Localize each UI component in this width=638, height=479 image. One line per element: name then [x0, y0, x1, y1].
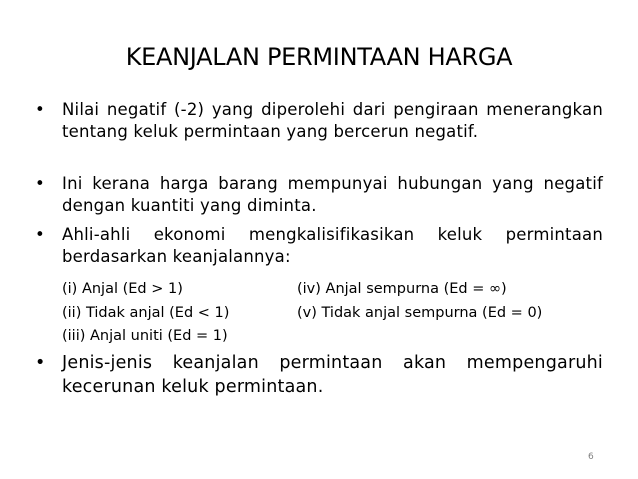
page-number: 6 — [588, 452, 594, 462]
bullet-item — [35, 173, 603, 217]
bullet-icon: • — [35, 353, 46, 373]
bullet-icon: • — [35, 225, 45, 244]
bullet-item — [35, 224, 603, 268]
bullet-icon: • — [35, 174, 45, 193]
elasticity-type-tidak-anjal-sempurna: (v) Tidak anjal sempurna (Ed = 0) — [297, 305, 543, 321]
bullet-item — [35, 99, 603, 143]
bullet-icon: • — [35, 100, 45, 119]
bullet-text: Ini kerana harga barang mempunyai hubungan yang negatif dengan kuantiti yang diminta. — [62, 174, 603, 215]
elasticity-type-anjal-uniti: (iii) Anjal uniti (Ed = 1) — [62, 328, 228, 344]
bullet-item — [35, 351, 603, 399]
slide-title: KEANJALAN PERMINTAAN HARGA — [125, 43, 513, 71]
elasticity-type-tidak-anjal: (ii) Tidak anjal (Ed < 1) — [62, 305, 230, 321]
bullet-text: Ahli-ahli ekonomi mengkalisifikasikan keluk permintaan berdasarkan keanjalannya: — [62, 225, 603, 266]
bullet-text: Jenis-jenis keanjalan permintaan akan mempengaruhi kecerunan keluk permintaan. — [62, 353, 603, 397]
bullet-text: Nilai negatif (-2) yang diperolehi dari pengiraan menerangkan tentang keluk permintaan yang bercerun negatif. — [62, 100, 603, 141]
elasticity-type-anjal: (i) Anjal (Ed > 1) — [62, 281, 183, 297]
elasticity-type-anjal-sempurna: (iv) Anjal sempurna (Ed = ∞) — [297, 281, 507, 297]
